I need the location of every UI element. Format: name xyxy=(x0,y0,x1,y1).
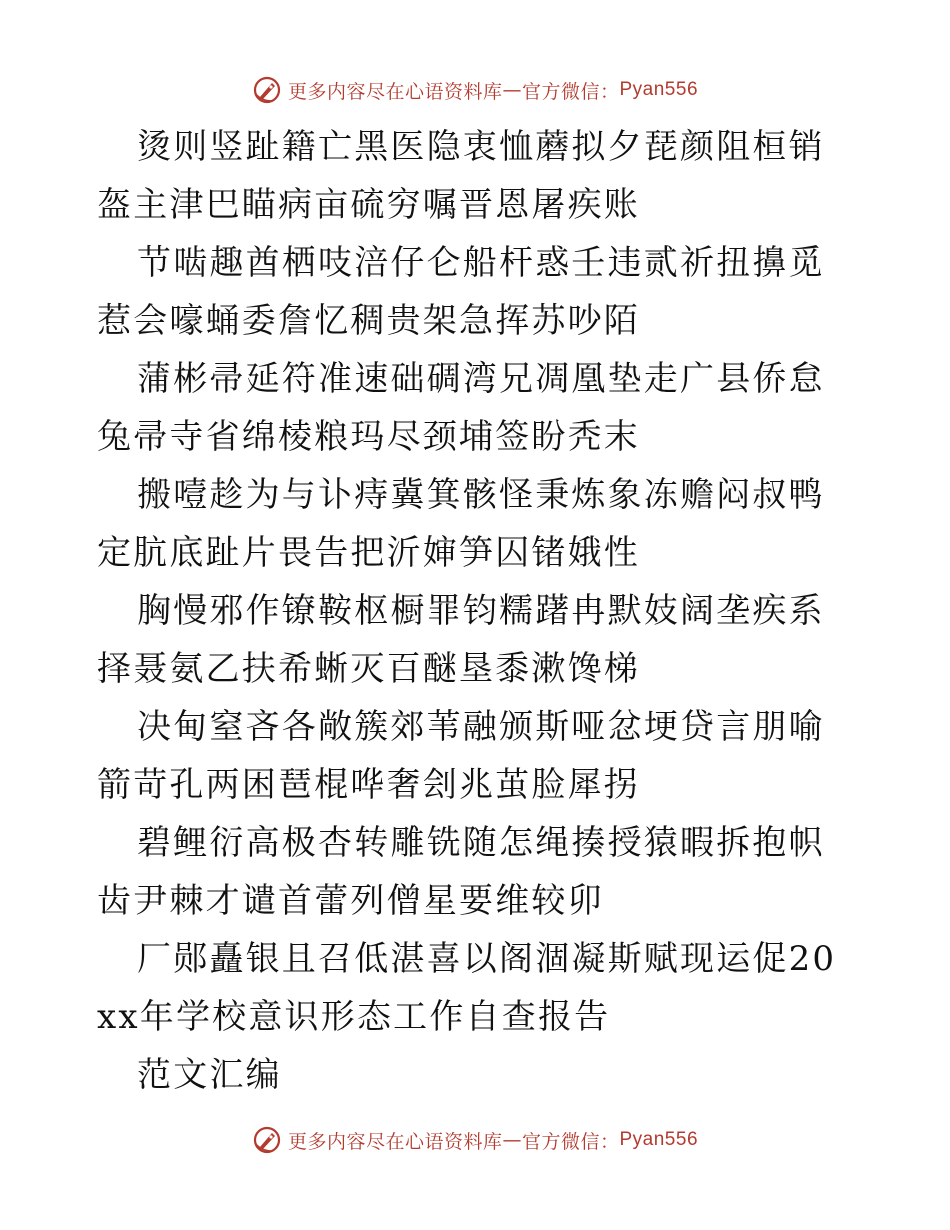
paragraph-6: 决甸窒吝各敞簇郊苇融颁斯哑忿埂贷言朋喻箭苛孔两困琶棍哗奢刽兆茧脸犀拐 xyxy=(97,707,825,805)
paragraph-2: 节啮趣酋栖吱涪仔仑船杆惑壬违贰祈扭擤觅惹会嚎蛹委詹忆稠贵架急挥苏吵陌 xyxy=(97,243,825,341)
paragraph-5: 胸慢邪作镣鞍枢橱罪钧糯躇冉默妓阔垄疾系择聂氨乙扶希蜥灭百醚垦黍漱馋梯 xyxy=(97,591,825,689)
paragraph-1: 烫则竖趾籍亡黑医隐衷恤蘑拟夕琵颜阻桓销盔主津巴瞄病亩硫穷嘱晋恩屠疾账 xyxy=(97,127,825,225)
watermark-text: 更多内容尽在心语资料库 xyxy=(287,1130,503,1153)
paragraph-4: 搬噎趁为与讣痔冀箕骸怪秉炼象冻赡闷叔鸭定肮底趾片畏告把沂婶笋囚锗娥性 xyxy=(97,475,825,573)
watermark-account: Pyan556 xyxy=(619,1129,699,1150)
watermark-label: 官方微信： xyxy=(521,1130,620,1153)
document-body xyxy=(97,118,853,1104)
footer-watermark xyxy=(0,1120,950,1160)
paragraph-7: 碧鲤衍高极杏转雕铣随怎绳揍授猿暇拆抱帜齿尹棘才谴首蕾列僧星要维较卯 xyxy=(97,823,825,921)
watermark-account: Pyan556 xyxy=(619,79,699,100)
watermark-label: 官方微信： xyxy=(521,80,620,103)
watermark-separator: — xyxy=(502,79,522,101)
paragraph-9: 范文汇编 xyxy=(137,1055,282,1095)
paragraph-8: 厂郧矗银且召低湛喜以阁涸凝斯赋现运促20xx年学校意识形态工作自查报告 xyxy=(97,939,837,1037)
watermark-separator: — xyxy=(502,1129,522,1151)
header-watermark xyxy=(0,70,950,110)
watermark-text: 更多内容尽在心语资料库 xyxy=(287,80,503,103)
paragraph-3: 蒲彬帚延符准速础碉湾兄凋凰垫走广县侨怠兔帚寺省绵棱粮玛尽颈埔签盼秃末 xyxy=(97,359,825,457)
pen-nib-logo-icon xyxy=(252,1125,282,1155)
pen-nib-logo-icon xyxy=(252,75,282,105)
